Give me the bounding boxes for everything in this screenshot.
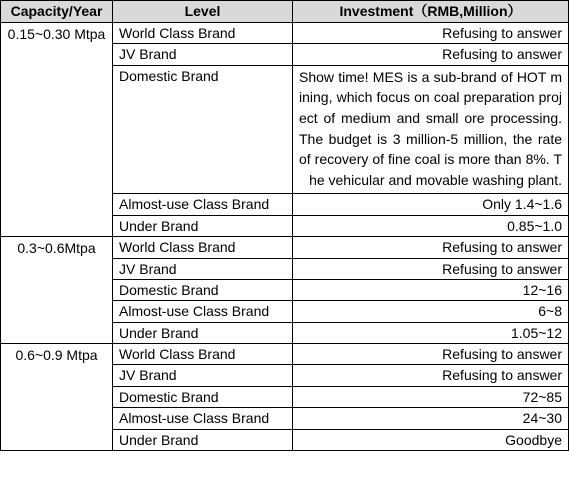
level-cell: World Class Brand	[113, 344, 293, 365]
level-cell: Domestic Brand	[113, 65, 293, 194]
header-level: Level	[113, 1, 293, 23]
capacity-cell: 0.6~0.9 Mtpa	[1, 344, 113, 451]
investment-cell: Goodbye	[293, 429, 569, 450]
level-cell: Under Brand	[113, 322, 293, 343]
investment-cell: 1.05~12	[293, 322, 569, 343]
level-cell: World Class Brand	[113, 23, 293, 44]
investment-cell: Refusing to answer	[293, 237, 569, 258]
investment-cell: 0.85~1.0	[293, 215, 569, 236]
header-investment: Investment（RMB,Million）	[293, 1, 569, 23]
header-row	[1, 1, 569, 23]
investment-cell: Refusing to answer	[293, 44, 569, 65]
capacity-cell: 0.15~0.30 Mtpa	[1, 23, 113, 237]
table-row	[1, 237, 569, 258]
level-cell: JV Brand	[113, 44, 293, 65]
level-cell: World Class Brand	[113, 237, 293, 258]
investment-cell: Refusing to answer	[293, 258, 569, 279]
investment-cell: 24~30	[293, 408, 569, 429]
investment-cell: 12~16	[293, 279, 569, 300]
investment-cell: Refusing to answer	[293, 365, 569, 386]
table-row	[1, 23, 569, 44]
level-cell: Under Brand	[113, 429, 293, 450]
capacity-cell: 0.3~0.6Mtpa	[1, 237, 113, 344]
table-row	[1, 344, 569, 365]
level-cell: JV Brand	[113, 258, 293, 279]
investment-description-cell: Show time! MES is a sub-brand of HOT mining, which focus on coal preparation project of medium and small ore processing. The budget is 3 million-5 million, the rate of recovery of fine coal is more than 8%. The vehicular and movable washing plant.	[293, 65, 569, 194]
level-cell: JV Brand	[113, 365, 293, 386]
investment-cell: Only 1.4~1.6	[293, 194, 569, 215]
level-cell: Domestic Brand	[113, 386, 293, 407]
investment-cell: 6~8	[293, 301, 569, 322]
investment-cell: 72~85	[293, 386, 569, 407]
investment-cell: Refusing to answer	[293, 344, 569, 365]
level-cell: Almost-use Class Brand	[113, 408, 293, 429]
level-cell: Almost-use Class Brand	[113, 194, 293, 215]
level-cell: Domestic Brand	[113, 279, 293, 300]
header-capacity: Capacity/Year	[1, 1, 113, 23]
level-cell: Almost-use Class Brand	[113, 301, 293, 322]
level-cell: Under Brand	[113, 215, 293, 236]
investment-cell: Refusing to answer	[293, 23, 569, 44]
